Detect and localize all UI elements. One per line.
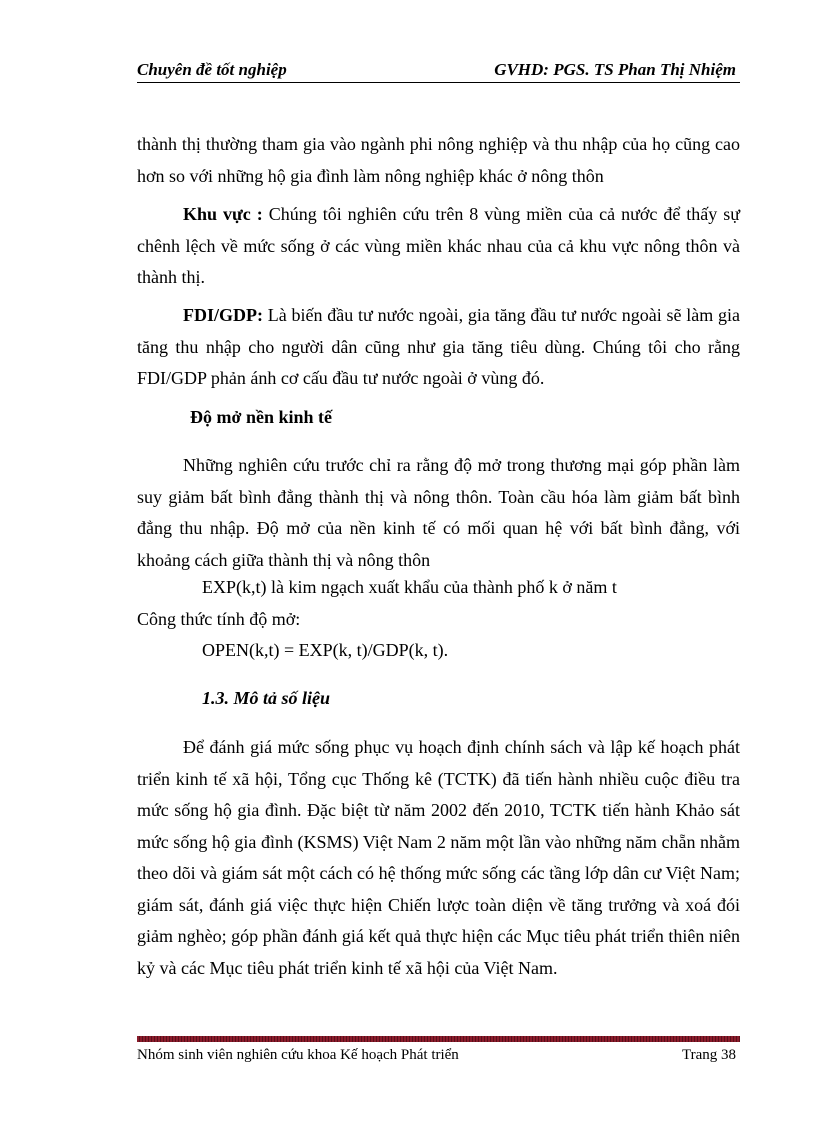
fdi-gdp-text: Là biến đầu tư nước ngoài, gia tăng đầu tư nước ngoài sẽ làm gia tăng thu nhập cho người dân cũng như gia tăng tiêu dùng. Chúng tôi cho rằng FDI/GDP phản ánh cơ cấu đầu tư nước ngoài ở vùng đó. <box>137 305 740 388</box>
footer-group-name: Nhóm sinh viên nghiên cứu khoa Kế hoạch Phát triển <box>137 1047 459 1063</box>
header-divider <box>137 82 740 83</box>
openness-formula: OPEN(k,t) = EXP(k, t)/GDP(k, t). <box>202 640 449 660</box>
label-region: Khu vực : <box>183 204 263 224</box>
heading-economic-openness: Độ mở nền kinh tế <box>190 407 332 427</box>
header-right-advisor: GVHD: PGS. TS Phan Thị Nhiệm <box>494 60 736 79</box>
header-left-title: Chuyên đề tốt nghiệp <box>137 60 287 79</box>
paragraph-urban-income: thành thị thường tham gia vào ngành phi nông nghiệp và thu nhập của họ cũng cao hơn so với những hộ gia đình làm nông nghiệp khác ở nông thôn <box>137 134 740 186</box>
paragraph-region <box>137 199 740 294</box>
region-text: Chúng tôi nghiên cứu trên 8 vùng miền của cả nước để thấy sự chênh lệch về mức sống ở các vùng miền khác nhau của cả khu vực nông thôn và thành thị. <box>137 204 740 287</box>
formula-label: Công thức tính độ mở: <box>137 609 301 629</box>
paragraph-openness: Những nghiên cứu trước chỉ ra rằng độ mở trong thương mại góp phần làm suy giảm bất bình đẳng thành thị và nông thôn. Toàn cầu hóa làm giảm bất bình đẳng thu nhập. Độ mở của nền kinh tế có mối quan hệ với bất bình đẳng, với khoảng cách giữa thành thị và nông thôn <box>137 455 740 570</box>
paragraph-data-description: Để đánh giá mức sống phục vụ hoạch định chính sách và lập kế hoạch phát triển kinh tế xã hội, Tổng cục Thống kê (TCTK) đã tiến hành nhiều cuộc điều tra mức sống hộ gia đình. Đặc biệt từ năm 2002 đến 2010, TCTK tiến hành Khảo sát mức sống hộ gia đình (KSMS) Việt Nam 2 năm một lần vào những năm chẵn nhằm theo dõi và giám sát một cách có hệ thống mức sống các tầng lớp dân cư Việt Nam; giám sát, đánh giá việc thực hiện Chiến lược toàn diện về tăng trưởng và xoá đói giảm nghèo; góp phần đánh giá kết quả thực hiện các Mục tiêu phát triển thiên niên kỷ và các Mục tiêu phát triển kinh tế xã hội của Việt Nam. <box>137 737 740 978</box>
page-header <box>137 60 740 84</box>
footer-divider <box>137 1036 740 1042</box>
paragraph-fdi-gdp <box>137 300 740 395</box>
heading-data-description: 1.3. Mô tả số liệu <box>202 688 331 708</box>
label-fdi-gdp: FDI/GDP: <box>183 305 263 325</box>
exp-definition: EXP(k,t) là kim ngạch xuất khẩu của thành phố k ở năm t <box>202 577 617 597</box>
page-number: Trang 38 <box>681 1047 736 1063</box>
